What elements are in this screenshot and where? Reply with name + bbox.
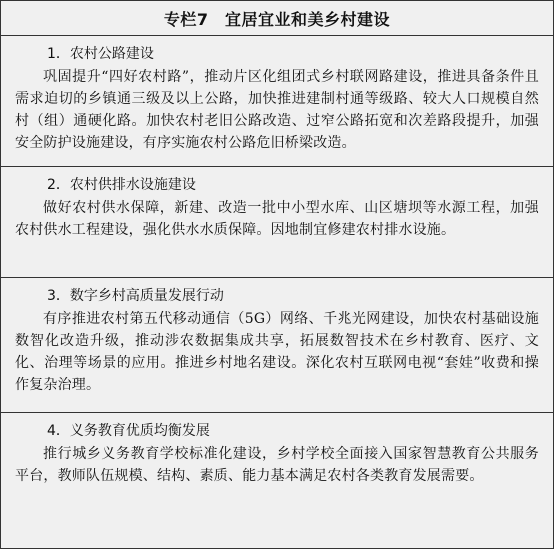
section-heading: 2．农村供排水设施建设 <box>47 177 196 193</box>
section-body: 有序推进农村第五代移动通信（5G）网络、千兆光网建设，加快农村基础设施数智化改造升级，推动涉农数据集成共享，拓展数智技术在乡村教育、医疗、文化、治理等场景的应用。推进乡村地名建设。深化农村互联网电视“套娃”收费和操作复杂治理。 <box>15 311 539 393</box>
section-compulsory-education <box>1 413 553 546</box>
section-heading: 1．农村公路建设 <box>47 46 154 62</box>
section-body: 推行城乡义务教育学校标准化建设，乡村学校全面接入国家智慧教育公共服务平台，教师队伍规模、结构、素质、能力基本满足农村各类教育发展需要。 <box>15 446 539 484</box>
section-digital-village <box>1 278 553 413</box>
section-heading: 3．数字乡村高质量发展行动 <box>47 288 224 304</box>
section-heading: 4．义务教育优质均衡发展 <box>47 423 210 439</box>
section-rural-roads <box>1 36 553 167</box>
section-body: 巩固提升“四好农村路”，推动片区化组团式乡村联网路建设，推进具备条件且需求迫切的乡镇通三级及以上公路，加快推进建制村通等级路、较大人口规模自然村（组）通硬化路。加快农村老旧公路改造、过窄公路拓宽和次差路段提升，加强安全防护设施建设，有序实施农村公路危旧桥梁改造。 <box>15 69 539 151</box>
section-water-supply <box>1 167 553 278</box>
section-body: 做好农村供水保障，新建、改造一批中小型水库、山区塘坝等水源工程，加强农村供水工程建设，强化供水水质保障。因地制宜修建农村排水设施。 <box>15 200 539 238</box>
column-title: 专栏7 宜居宜业和美乡村建设 <box>1 1 553 36</box>
